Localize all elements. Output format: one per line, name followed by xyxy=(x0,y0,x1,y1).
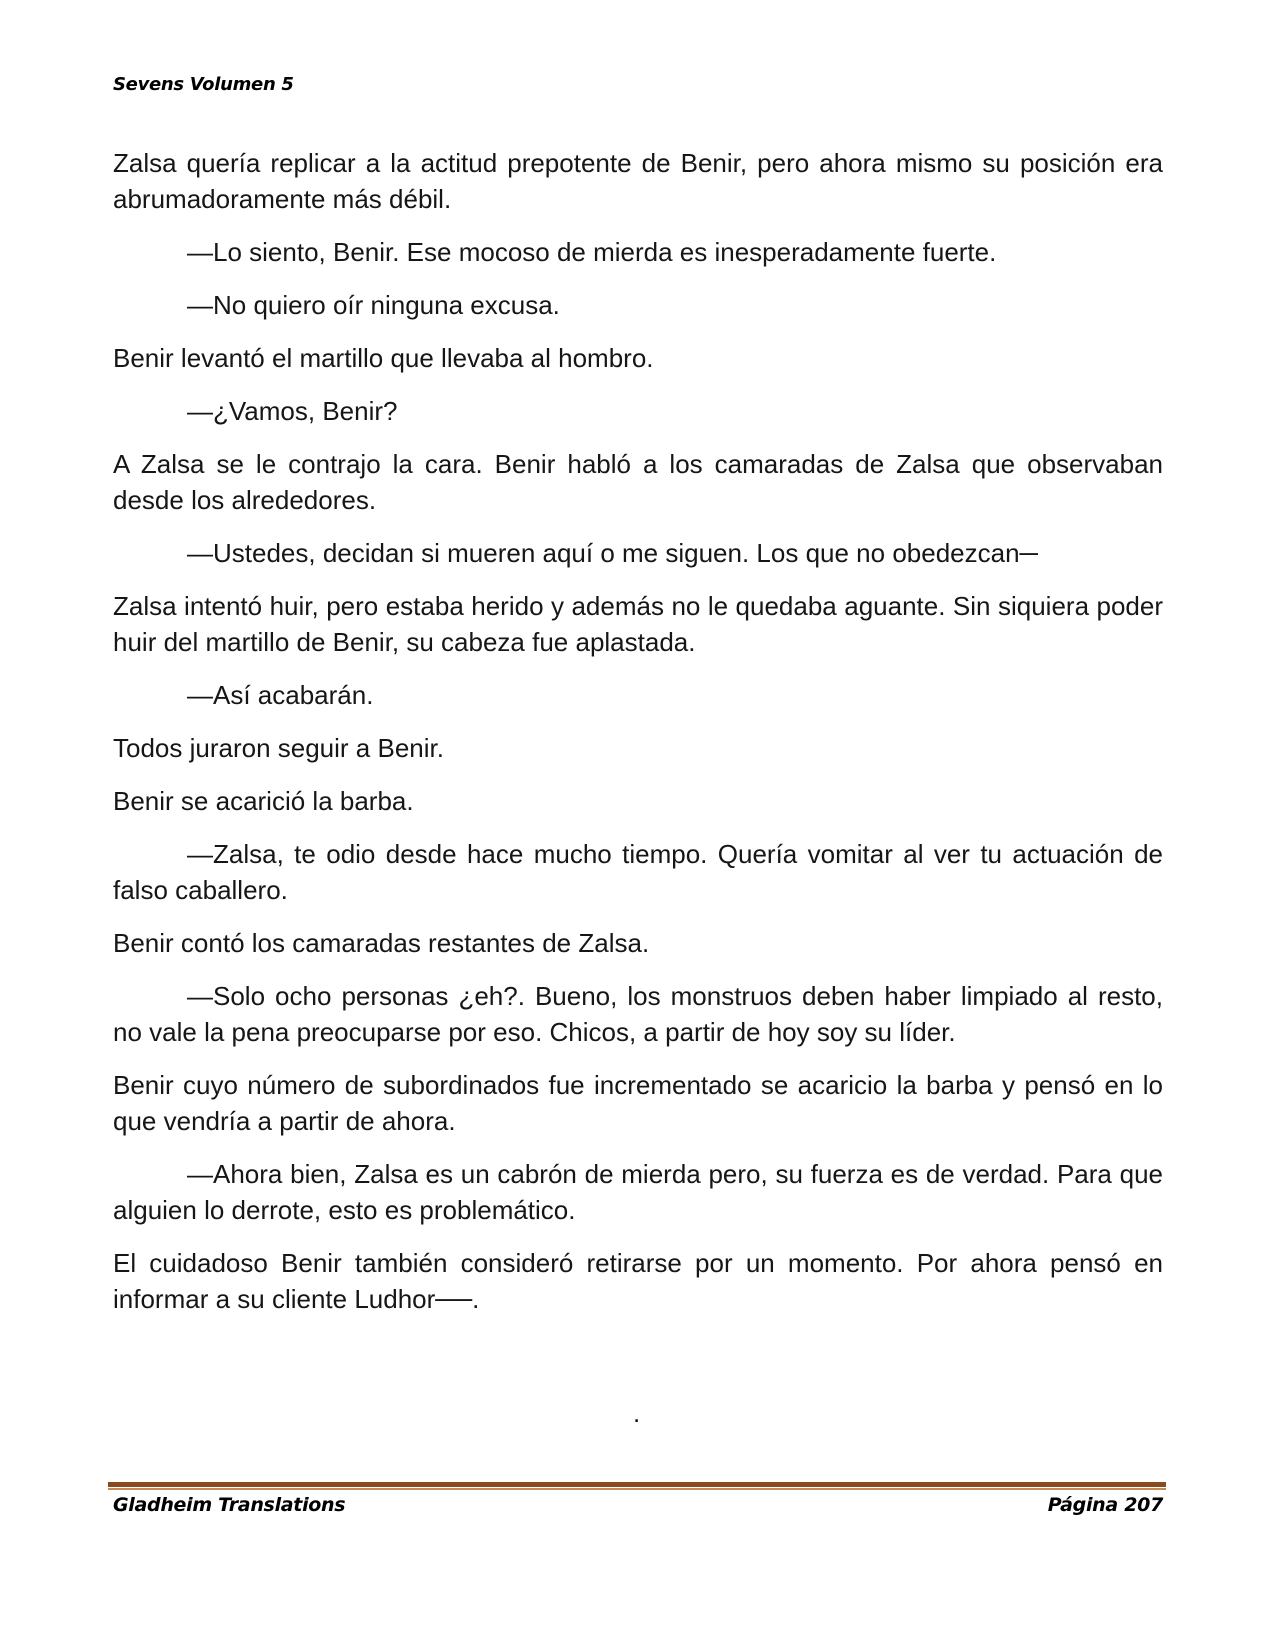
dialogue-paragraph: —Ahora bien, Zalsa es un cabrón de mierda pero, su fuerza es de verdad. Para que alguien lo derrote, esto es problemático. xyxy=(113,1159,1163,1225)
paragraph: Benir contó los camaradas restantes de Zalsa. xyxy=(113,928,650,958)
dialogue-paragraph: —No quiero oír ninguna excusa. xyxy=(187,290,560,320)
paragraph: El cuidadoso Benir también consideró retirarse por un momento. Por ahora pensó en informar a su cliente Ludhor──. xyxy=(113,1248,1163,1314)
chapter-body xyxy=(113,145,1163,1334)
footer-divider-band-light xyxy=(108,1488,1166,1490)
dialogue-paragraph: —Ustedes, decidan si mueren aquí o me siguen. Los que no obedezcan─ xyxy=(187,538,1038,568)
paragraph: Benir levantó el martillo que llevaba al hombro. xyxy=(113,343,654,373)
paragraph: Zalsa quería replicar a la actitud prepotente de Benir, pero ahora mismo su posición era abrumadoramente más débil. xyxy=(113,148,1163,214)
paragraph: A Zalsa se le contrajo la cara. Benir habló a los camaradas de Zalsa que observaban desde los alrededores. xyxy=(113,449,1163,515)
dialogue-paragraph: —Zalsa, te odio desde hace mucho tiempo. Quería vomitar al ver tu actuación de falso caballero. xyxy=(113,839,1163,905)
footer-page-number: Página 207 xyxy=(1047,1494,1163,1516)
paragraph: Zalsa intentó huir, pero estaba herido y además no le quedaba aguante. Sin siquiera poder huir del martillo de Benir, su cabeza fue aplastada. xyxy=(113,591,1163,657)
dialogue-paragraph: —Lo siento, Benir. Ese mocoso de mierda es inesperadamente fuerte. xyxy=(187,237,997,267)
running-header: Sevens Volumen 5 xyxy=(113,74,294,95)
dialogue-paragraph: —¿Vamos, Benir? xyxy=(187,396,398,426)
footer-divider-band-dark xyxy=(108,1482,1166,1487)
dialogue-paragraph: —Así acabarán. xyxy=(187,680,374,710)
scene-separator: . xyxy=(633,1398,641,1428)
dialogue-paragraph: —Solo ocho personas ¿eh?. Bueno, los monstruos deben haber limpiado al resto, no vale la pena preocuparse por eso. Chicos, a partir de hoy soy su líder. xyxy=(113,981,1163,1047)
footer-publisher: Gladheim Translations xyxy=(113,1494,346,1516)
paragraph: Todos juraron seguir a Benir. xyxy=(113,733,444,763)
footer-divider xyxy=(108,1482,1166,1491)
paragraph: Benir cuyo número de subordinados fue incrementado se acaricio la barba y pensó en lo que vendría a partir de ahora. xyxy=(113,1070,1163,1136)
paragraph: Benir se acarició la barba. xyxy=(113,786,414,816)
